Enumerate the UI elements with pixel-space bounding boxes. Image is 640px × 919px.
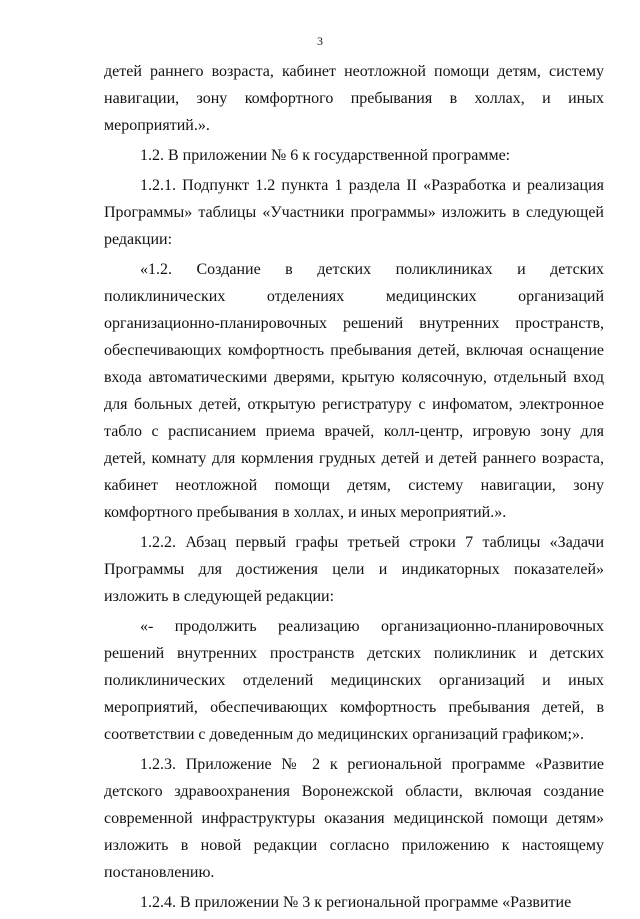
paragraph: «1.2. Создание в детских поликлиниках и детских поликлинических отделениях медицинских организаций организационно-планировочных решений внутренних пространств, обеспечивающих комфортность пребывания детей, включая оснащение входа автоматическими дверями, крытую колясочную, отдельный вход для больных детей, открытую регистратуру с инфоматом, электронное табло с расписанием приема врачей, колл-центр, игровую зону для детей, комнату для кормления грудных детей и детей раннего возраста, кабинет неотложной помощи детям, систему навигации, зону комфортного пребывания в холлах, и иных мероприятий.». bbox=[104, 261, 604, 521]
paragraph: детей раннего возраста, кабинет неотложной помощи детям, систему навигации, зону комфортного пребывания в холлах, и иных мероприятий.». bbox=[104, 63, 604, 134]
paragraph: 1.2.3. Приложение № 2 к региональной программе «Развитие детского здравоохранения Воронежской области, включая создание современной инфраструктуры оказания медицинской помощи детям» изложить в новой редакции согласно приложению к настоящему постановлению. bbox=[104, 756, 604, 881]
document-body bbox=[104, 58, 604, 919]
paragraph: 1.2.2. Абзац первый графы третьей строки 7 таблицы «Задачи Программы для достижения цели и индикаторных показателей» изложить в следующей редакции: bbox=[104, 534, 604, 605]
page-number: 3 bbox=[317, 34, 323, 48]
paragraph: 1.2.1. Подпункт 1.2 пункта 1 раздела II «Разработка и реализация Программы» таблицы «Участники программы» изложить в следующей редакции: bbox=[104, 177, 604, 248]
paragraph: 1.2.4. В приложении № 3 к региональной программе «Развитие bbox=[140, 894, 572, 911]
paragraph: 1.2. В приложении № 6 к государственной программе: bbox=[140, 147, 511, 164]
paragraph: «- продолжить реализацию организационно-планировочных решений внутренних пространств детских поликлиник и детских поликлинических отделений медицинских организаций и иных мероприятий, обеспечивающих комфортность пребывания детей, в соответствии с доведенным до медицинских организаций графиком;». bbox=[104, 618, 604, 743]
